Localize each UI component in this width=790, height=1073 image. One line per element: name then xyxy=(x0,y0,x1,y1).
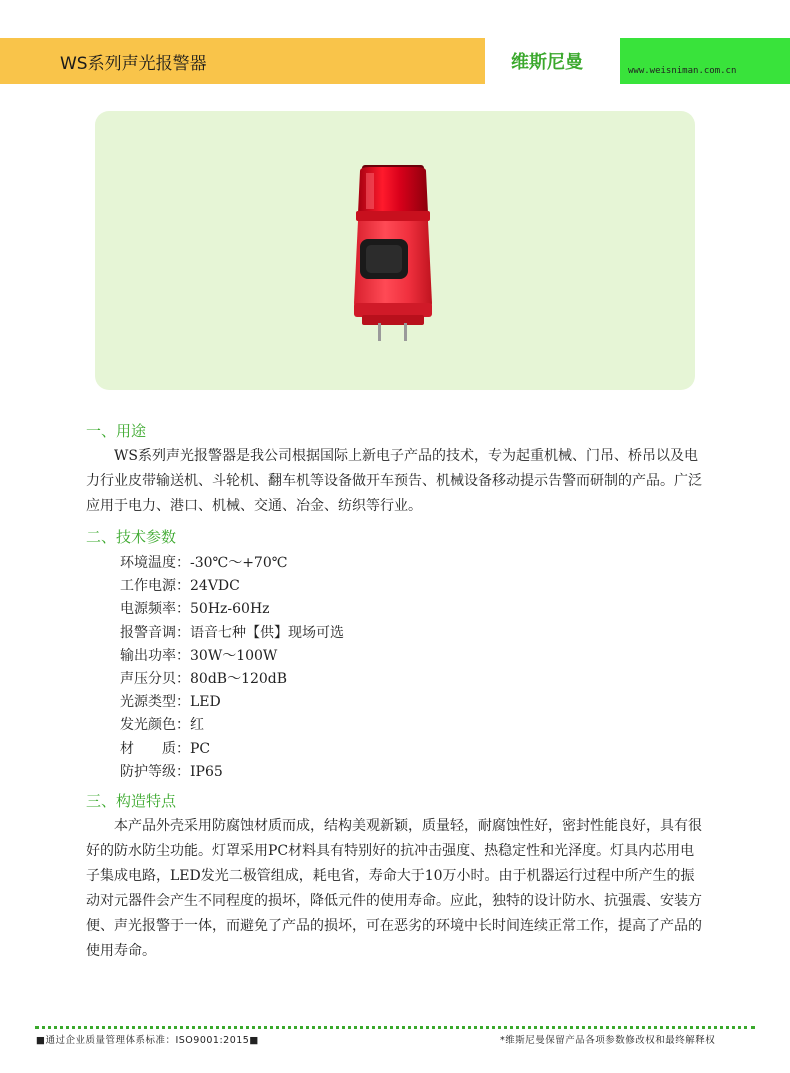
footer-disclaimer: *维斯尼曼保留产品各项参数修改权和最终解释权 xyxy=(500,1035,716,1046)
spec-item: 电源频率：50Hz-60Hz xyxy=(120,601,270,618)
spec-item: 环境温度：-30℃～+70℃ xyxy=(120,555,288,571)
footer-divider xyxy=(35,1026,755,1029)
spec-item: 工作电源：24VDC xyxy=(120,578,240,595)
spec-item: 材 质：PC xyxy=(120,740,211,757)
brand-name: 维斯尼曼 xyxy=(511,52,583,73)
spec-list xyxy=(120,552,344,784)
section-title-params: 二、技术参数 xyxy=(86,528,177,546)
header-brand-bar xyxy=(620,38,790,84)
website-url: www.weisniman.com.cn xyxy=(628,66,737,76)
spec-item: 报警音调：语音七种【供】现场可选 xyxy=(120,624,344,641)
red-beacon-alarm-illustration xyxy=(340,163,446,345)
section-title-features: 三、构造特点 xyxy=(86,792,177,810)
spec-item: 光源类型：LED xyxy=(120,694,221,711)
usage-paragraph: WS系列声光报警器是我公司根据国际上新电子产品的技术，专为起重机械、门吊、桥吊以及电力行业皮带输送机、斗轮机、翻车机等设备做开车预告、机械设备移动提示告警而研制的产品。广泛应用于电力、港口、机械、交通、冶金、纺织等行业。 xyxy=(86,448,702,514)
spec-item: 输出功率：30W～100W xyxy=(120,647,278,664)
footer-certification: ■通过企业质量管理体系标准：ISO9001:2015■ xyxy=(36,1035,259,1046)
spec-item: 声压分贝：80dB～120dB xyxy=(120,671,288,688)
page-title: WS系列声光报警器 xyxy=(60,54,207,74)
section-title-usage: 一、用途 xyxy=(86,422,147,440)
spec-item: 防护等级：IP65 xyxy=(120,763,223,780)
spec-item: 发光颜色：红 xyxy=(120,717,204,734)
features-paragraph: 本产品外壳采用防腐蚀材质而成，结构美观新颖，质量轻，耐腐蚀性好，密封性能良好，具有很好的防水防尘功能。灯罩采用PC材料具有特别好的抗冲击强度、热稳定性和光泽度。灯具内芯用电子集成电路，LED发光二极管组成，耗电省，寿命大于10万小时。由于机器运行过程中所产生的振动对元器件会产生不同程度的损坏，降低元件的使用寿命。应此，独特的设计防水、抗强震、安装方便、声光报警于一体，而避免了产品的损坏，可在恶劣的环境中长时间连续正常工作，提高了产品的使用寿命。 xyxy=(86,818,702,959)
